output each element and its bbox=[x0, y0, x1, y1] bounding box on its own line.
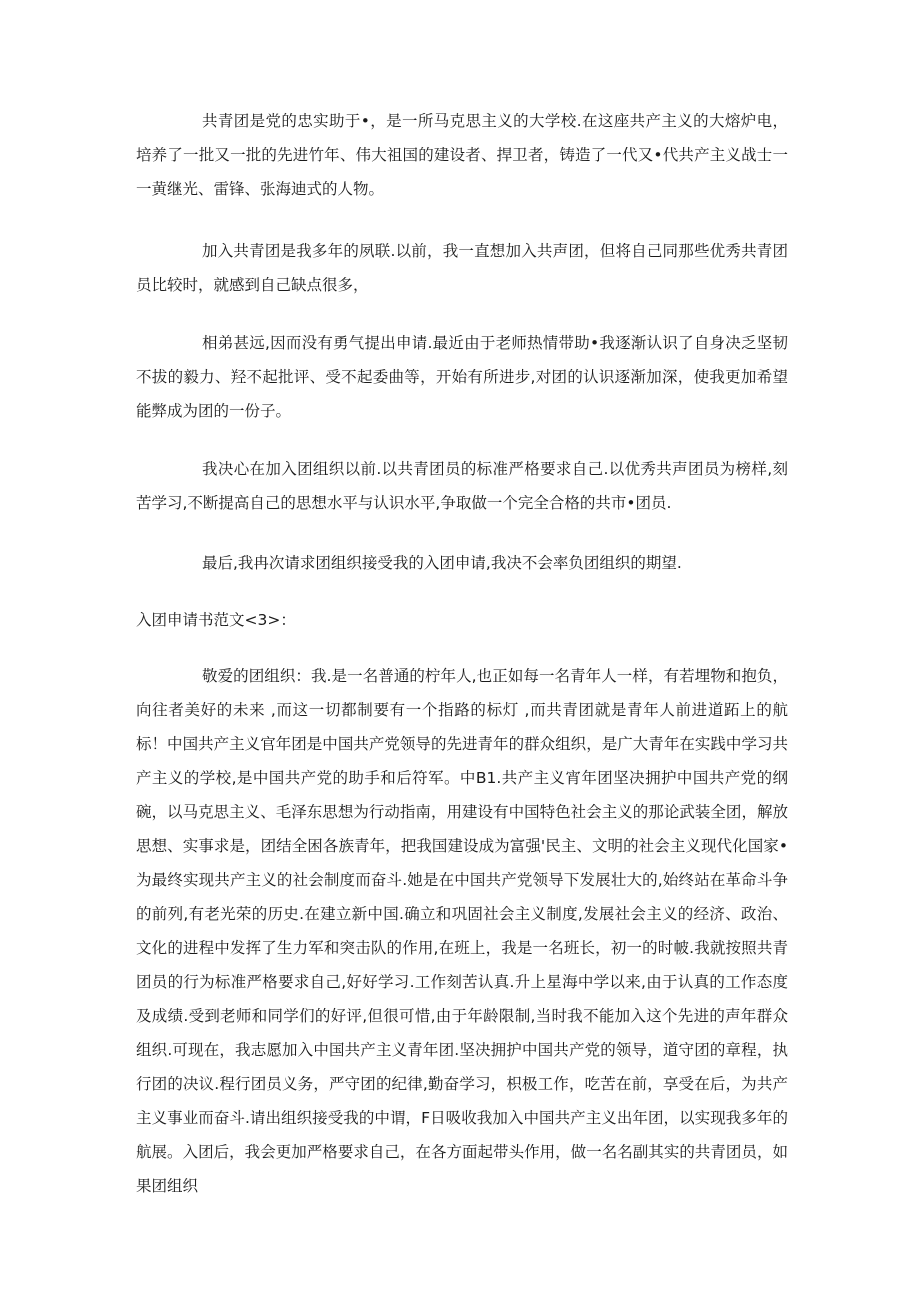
body-paragraph: 敬爱的团组织：我.是一名普通的柠年人,也正如每一名青年人一样，有若埋物和抱负，向往者美好的未来 ,而这一切都制要有一个指路的标灯 ,而共青团就是青年人前进道跖上的航标！中国共产主义官年团是中国共产党领导的先进青年的群众组织，是广大青年在实践中学习共产主义的学校,是中国共产党的助手和后符军。中B1.共产主义宵年团坚决拥护中国共产党的纲碗，以马克思主义、毛泽东思想为行动指南，用建设有中国特色社会主义的那论武装全团，解放思想、实事求是，团结全困各族青年，把我国建设成为富强'民主、文明的社会主义现代化国家•为最终实现共产主义的社会制度而奋斗.她是在中国共产党领导下发展壮大的,始终站在革命斗争的前列,有老光荣的历史.在建立新中国.确立和巩固社会主义制度,发展社会主义的经济、政治、文化的进程中发挥了生力军和突击队的作用,在班上，我是一名班长，初一的时帔.我就按照共青团员的行为标准严格要求自己,好好学习.工作刻苦认真.升上星海中学以来,由于认真的工作态度及成绩.受到老师和同学们的好评,但很可惜,由于年龄限制,当时我不能加入这个先进的声年群众组织.可现在，我志愿加入中国共产主义青年团.坚决拥护中国共产党的领导，道守团的章程，执行团的决议.程行团员义务，严守团的纪律,勤奋学习，枳极工作，吃苦在前，享受在后，为共产主义事业而奋斗.请出组织接受我的中谓，F日吸收我加入中国共产主义出年团，以实现我多年的航展。入团后，我会更加严格要求自己，在各方面起带头作用，做一名名副其实的共青团员，如果团组织 bbox=[136, 667, 788, 1195]
section-heading: 入团申请书范文<3>： bbox=[136, 611, 296, 629]
paragraph-2: 加入共青团是我多年的夙联.以前，我一直想加入共声团，但将自己同那些优秀共青团员比较时，就感到自己缺点很多， bbox=[136, 242, 788, 294]
paragraph-3: 相弟甚远,因而没有勇气提出申请.最近由于老师热情带助•我逐渐认识了自身决乏坚韧不拔的毅力、羟不起批评、受不起委曲等，开始有所进步,对团的认识逐渐加深，使我更加希望能弊成为团的一份子。 bbox=[136, 334, 788, 420]
paragraph-5: 最后,我冉次请求团组织接受我的入团申请,我决不会率负团组织的期望. bbox=[202, 554, 682, 572]
paragraph-4: 我决心在加入团组织以前.以共青团员的标准严格要求自己.以优秀共声团员为榜样,刻苦学习,不断提高自己的思想水平与认识水平,争取做一个完全合格的共市•团员. bbox=[136, 460, 788, 512]
paragraph-1: 共青团是党的忠实助于•，是一所马克思主义的大学校.在这座共产主义的大熔炉电，培养了一批又一批的先进竹年、伟大祖国的建设者、捍卫者，铸造了一代又•代共产主义战士一一黄继光、雷锋、张海迪式的人物。 bbox=[136, 112, 788, 198]
